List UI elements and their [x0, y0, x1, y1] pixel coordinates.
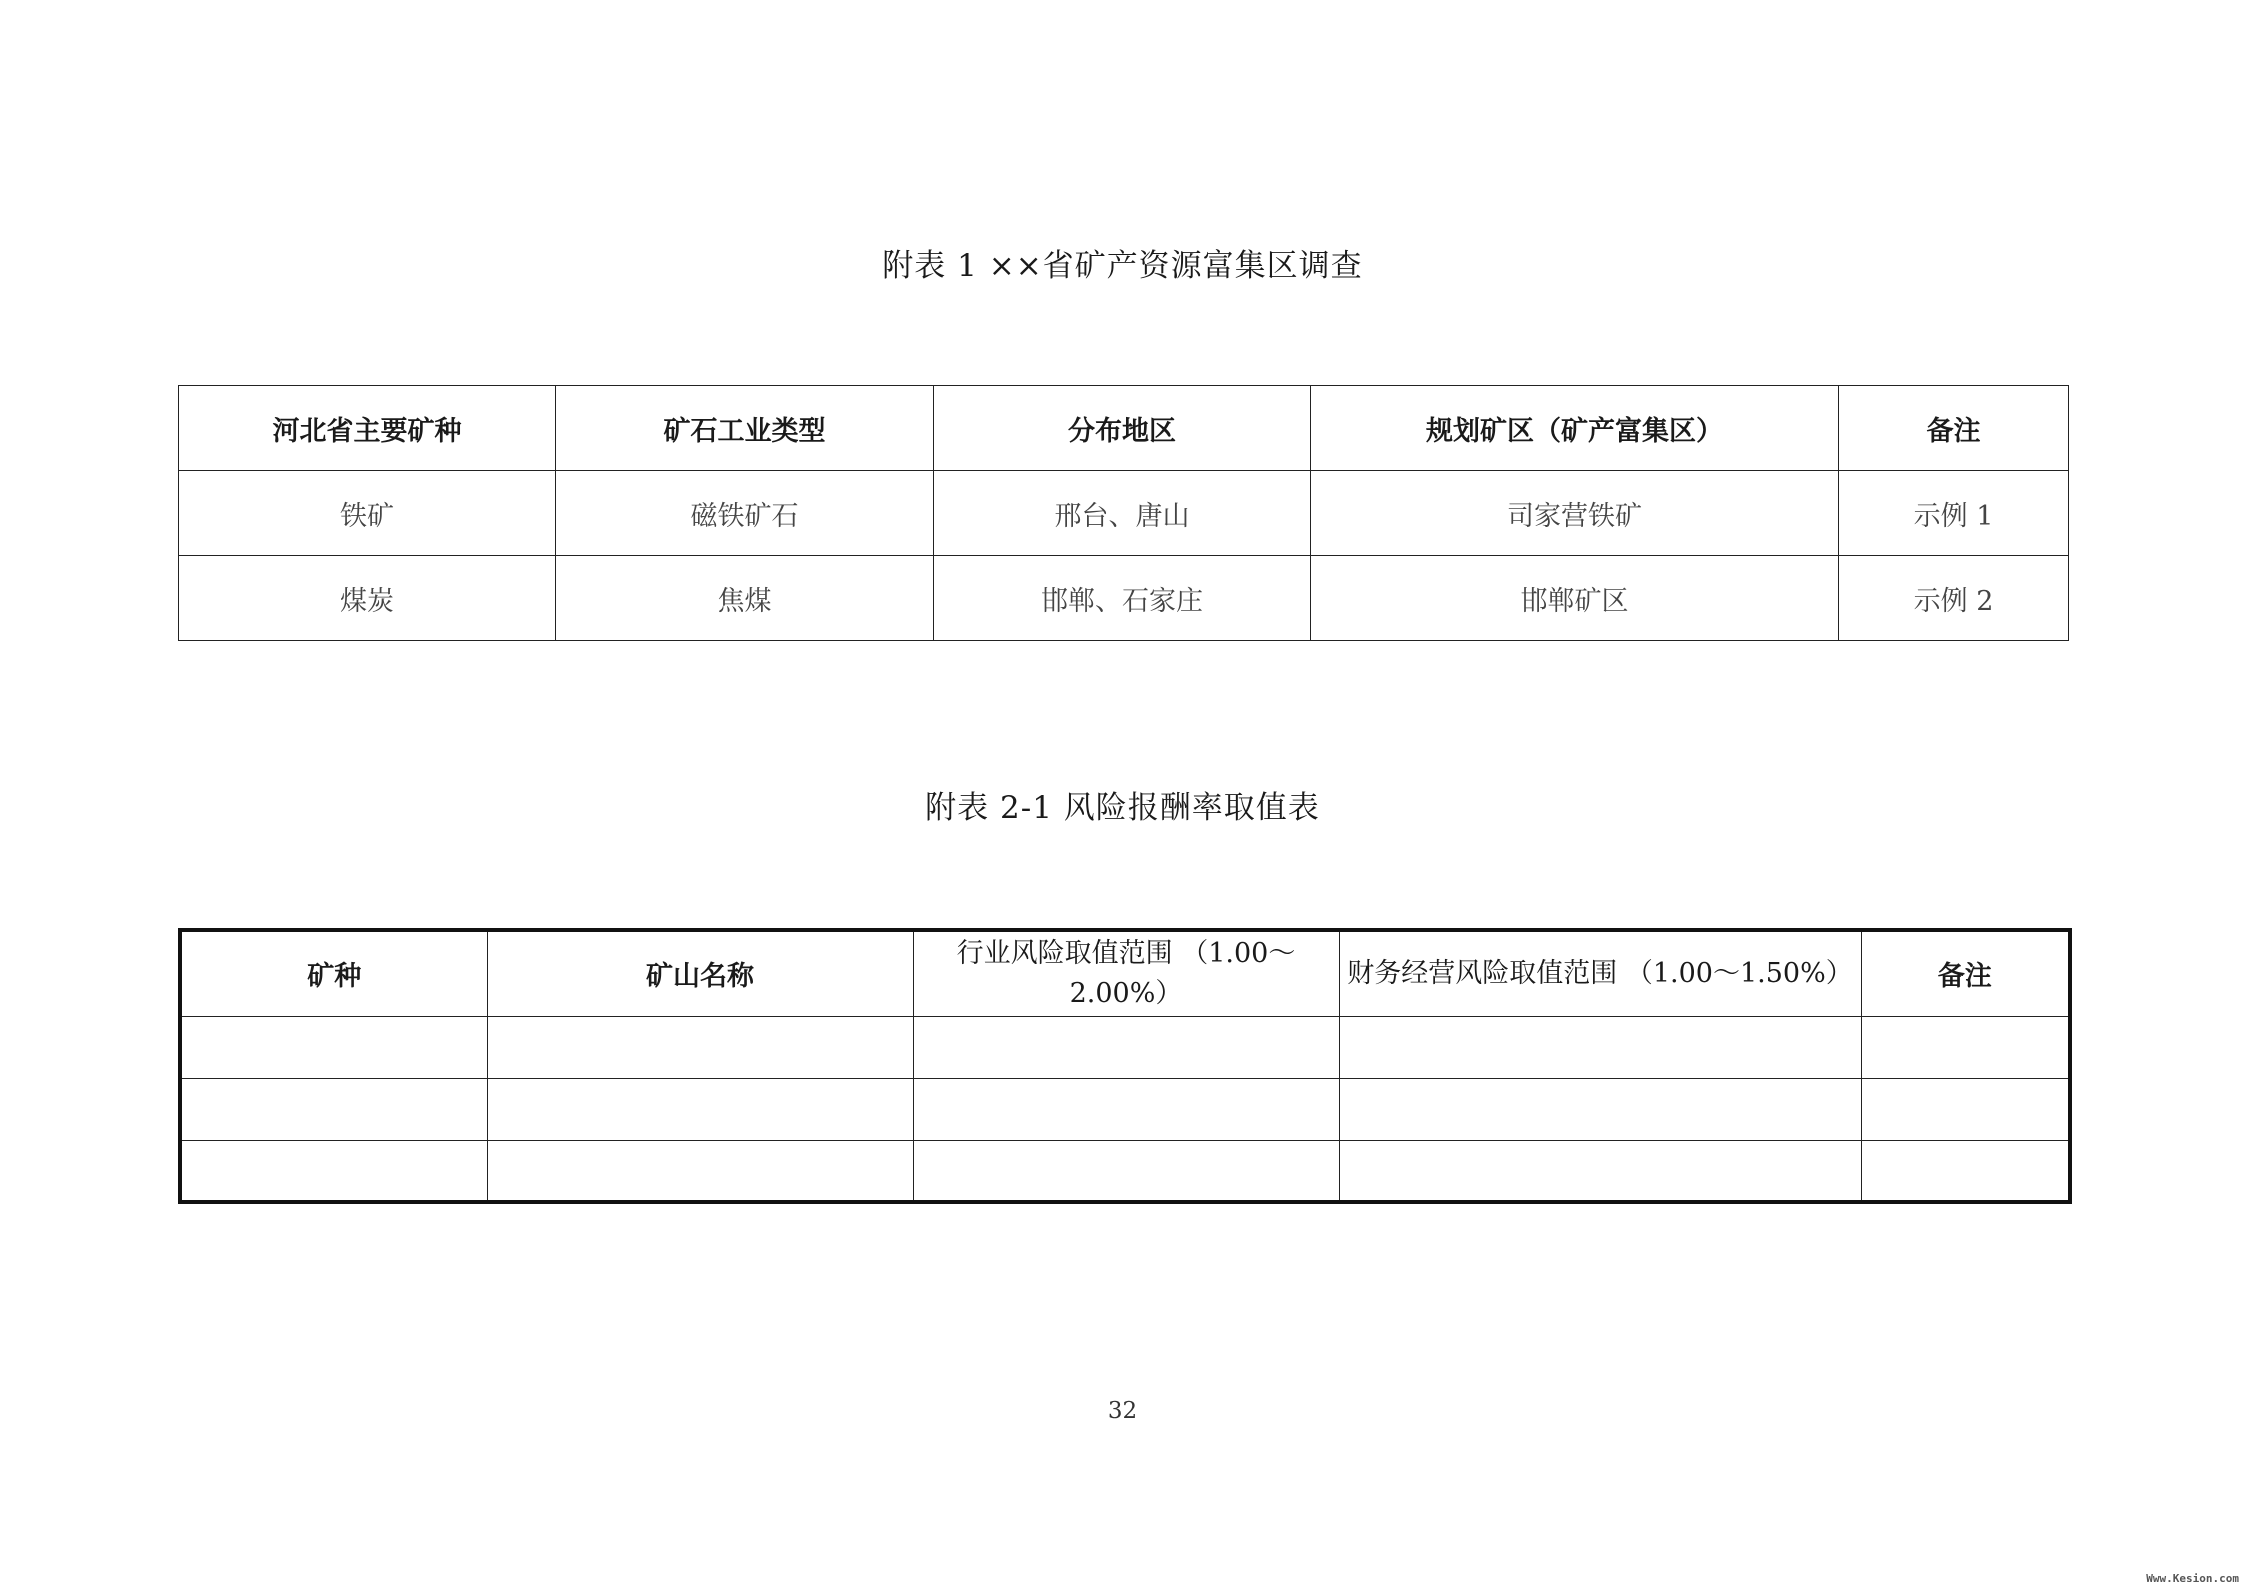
table-header-row	[180, 930, 2070, 1016]
column-header: 矿种	[180, 930, 487, 1016]
table-cell	[180, 1140, 487, 1202]
table-cell	[913, 1140, 1339, 1202]
table-cell: 邯郸矿区	[1311, 556, 1839, 641]
table-cell	[1339, 1078, 1861, 1140]
column-header: 财务经营风险取值范围 （1.00～1.50%）	[1339, 930, 1861, 1016]
table-cell: 焦煤	[556, 556, 934, 641]
column-header: 分布地区	[934, 386, 1311, 471]
table-cell	[487, 1016, 913, 1078]
table-cell	[1339, 1140, 1861, 1202]
table-cell	[180, 1078, 487, 1140]
table-cell	[1339, 1016, 1861, 1078]
table-cell: 邯郸、石家庄	[934, 556, 1311, 641]
table-cell: 司家营铁矿	[1311, 471, 1839, 556]
table-cell: 铁矿	[179, 471, 556, 556]
table-cell: 示例 2	[1839, 556, 2069, 641]
column-header: 规划矿区（矿产富集区）	[1311, 386, 1839, 471]
table2-title: 附表 2-1 风险报酬率取值表	[925, 790, 1320, 826]
table-cell: 磁铁矿石	[556, 471, 934, 556]
table-cell	[913, 1078, 1339, 1140]
table-header-row	[179, 386, 2069, 471]
table-cell	[1861, 1078, 2070, 1140]
table-cell	[1861, 1140, 2070, 1202]
page-number: 32	[1107, 1398, 1138, 1424]
watermark: Www.Kesion.com	[2146, 1572, 2239, 1585]
column-header: 行业风险取值范围 （1.00～2.00%）	[913, 930, 1339, 1016]
column-header: 河北省主要矿种	[179, 386, 556, 471]
risk-rate-table	[178, 928, 2072, 1204]
table-row	[180, 1140, 2070, 1202]
column-header: 矿石工业类型	[556, 386, 934, 471]
table-cell	[180, 1016, 487, 1078]
table-row	[180, 1078, 2070, 1140]
table-cell	[1861, 1016, 2070, 1078]
table-row	[179, 556, 2069, 641]
column-header: 备注	[1839, 386, 2069, 471]
table1-title: 附表 1 ××省矿产资源富集区调查	[882, 248, 1363, 284]
table-cell: 示例 1	[1839, 471, 2069, 556]
table-cell	[487, 1140, 913, 1202]
table-row	[179, 471, 2069, 556]
table-cell	[487, 1078, 913, 1140]
column-header: 备注	[1861, 930, 2070, 1016]
table-cell: 煤炭	[179, 556, 556, 641]
table-cell	[913, 1016, 1339, 1078]
mineral-resources-table	[178, 385, 2069, 641]
column-header: 矿山名称	[487, 930, 913, 1016]
table-row	[180, 1016, 2070, 1078]
table-cell: 邢台、唐山	[934, 471, 1311, 556]
